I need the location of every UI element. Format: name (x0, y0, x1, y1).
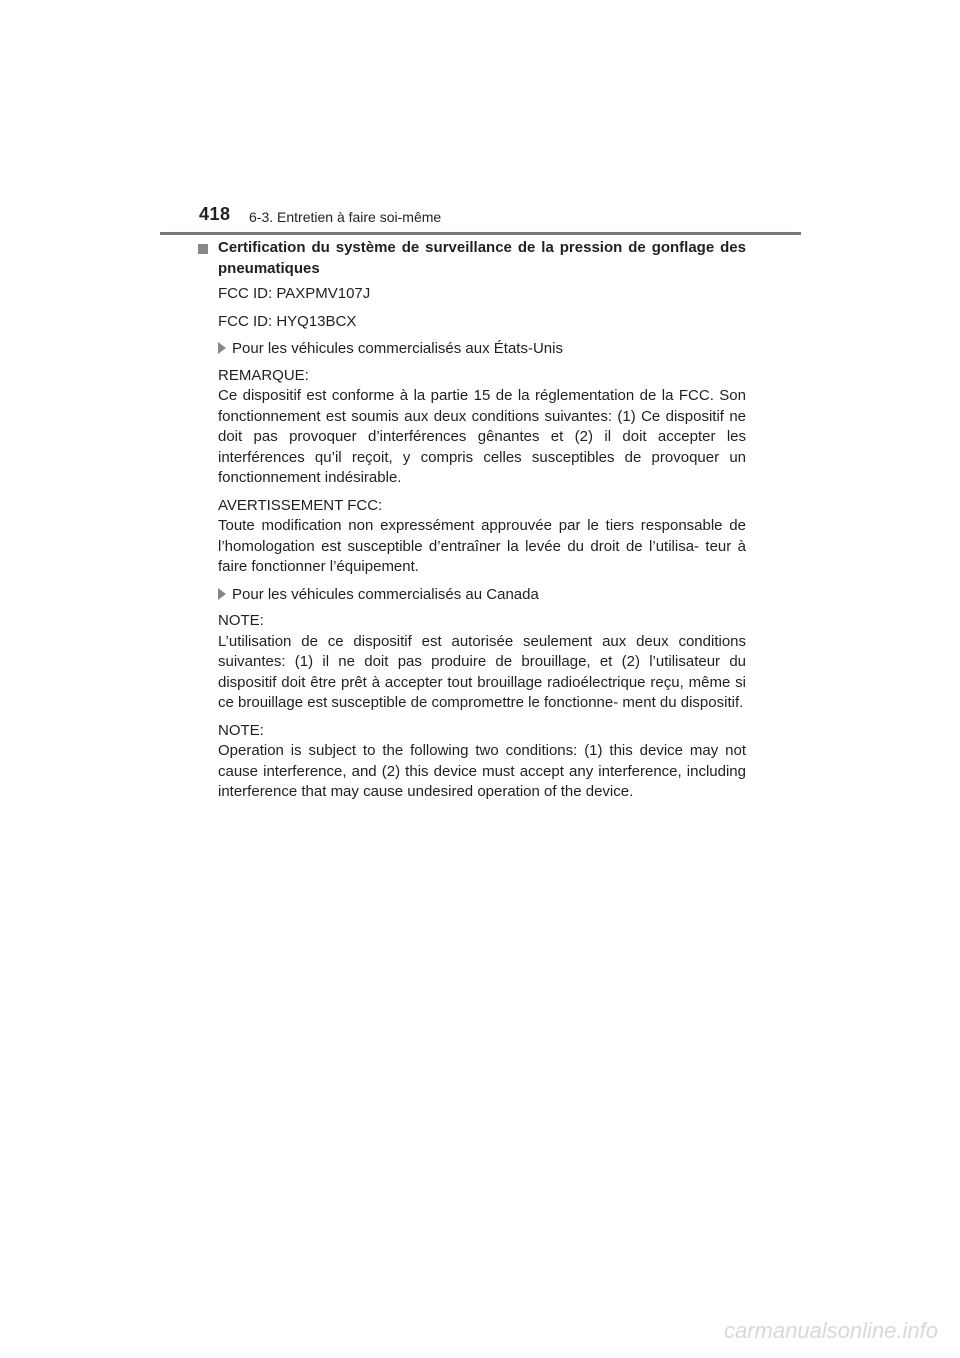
note-en-label: NOTE: (218, 721, 264, 739)
arrow-right-icon (218, 342, 226, 354)
note-fr-label: NOTE: (218, 612, 264, 629)
watermark: carmanualsonline.info (723, 1318, 938, 1343)
heading-text: Certification du système de surveillance de la pression de gonflage des pneumatiques (218, 239, 746, 277)
avertissement-text: Toute modification non expressément approuvée par le tiers responsable de l’homologation est susceptible d’entraîner la levée du droit de l’utilisa- teur à faire fonctionner l’équipement. (218, 517, 746, 575)
remarque-label: REMARQUE: (218, 366, 309, 384)
note-en-block (218, 721, 746, 803)
remarque-block (218, 366, 746, 489)
section-heading (218, 238, 746, 279)
avertissement-block (218, 496, 746, 578)
note-fr-block (218, 611, 746, 714)
bullet-canada-text: Pour les véhicules commercialisés au Canada (232, 585, 539, 603)
bullet-us (218, 339, 746, 360)
square-bullet-icon (198, 244, 208, 254)
header-rule (160, 232, 801, 235)
avertissement-label: AVERTISSEMENT FCC: (218, 496, 383, 514)
note-en-text: Operation is subject to the following two conditions: (1) this device may not cause interference, and (2) this device must accept any interference, including interference that may cause undesired operation of the device. (218, 742, 746, 800)
bullet-canada (218, 585, 746, 606)
bullet-us-text: Pour les véhicules commercialisés aux États-Unis (232, 340, 563, 357)
section-title: 6-3. Entretien à faire soi-même (249, 209, 442, 225)
fcc-id-2: FCC ID: HYQ13BCX (218, 312, 357, 330)
page-number: 418 (199, 204, 231, 224)
note-fr-text: L’utilisation de ce dispositif est autorisée seulement aux deux conditions suivantes: (1) il ne doit pas produire de brouillage, et (2) l’utilisateur du dispositif doit être prêt à accepter tout brouillage radioélectrique reçu, même si ce brouillage est susceptible de compromettre le fonctionne- ment du dispositif. (218, 632, 746, 711)
remarque-text: Ce dispositif est conforme à la partie 15 de la réglementation de la FCC. Son fonctionnement est soumis aux deux conditions suivantes: (1) Ce dispositif ne doit pas provoquer d’interférences gênantes et (2) il doit accepter les interférences qu’il reçoit, y compris celles susceptibles de provoquer un fonctionnement indésirable. (218, 387, 746, 486)
fcc-id-1: FCC ID: PAXPMV107J (218, 285, 371, 302)
page-content (218, 238, 746, 810)
arrow-right-icon (218, 588, 226, 600)
